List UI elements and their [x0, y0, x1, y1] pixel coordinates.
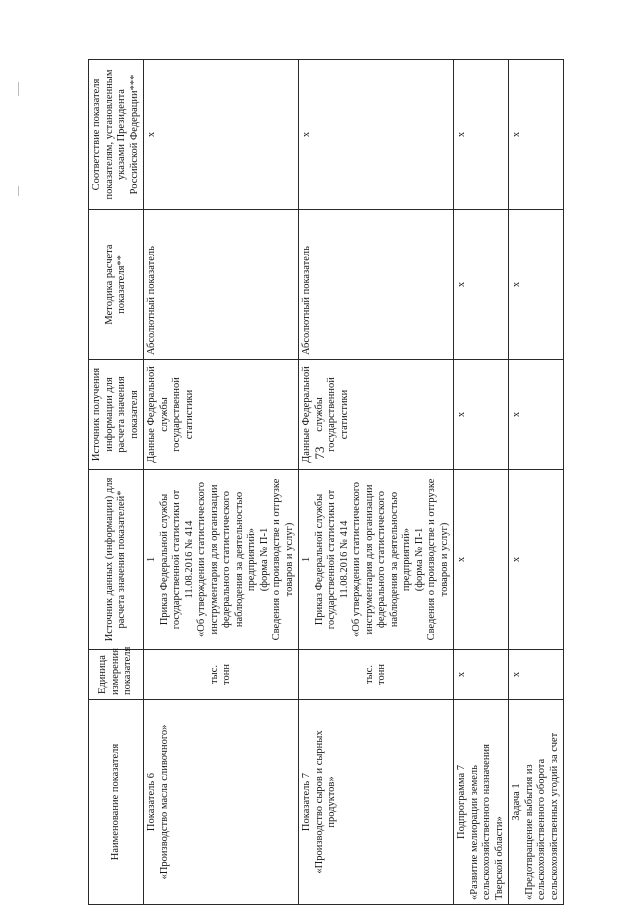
- rotated-table-wrapper: [88, 60, 598, 905]
- doc-line: 1: [301, 556, 312, 563]
- unit-cell: x: [509, 650, 564, 700]
- subprogram-name-cell: [454, 700, 509, 905]
- unit-cell: тыс. тонн: [144, 650, 299, 700]
- unit-cell: тыс. тонн: [299, 650, 454, 700]
- table-row: [299, 60, 454, 905]
- indicator-table: [88, 59, 564, 905]
- unit-cell: x: [454, 650, 509, 700]
- table-row: [509, 60, 564, 905]
- doc-line: Сведения о производстве и отгрузке товаров и услуг): [426, 478, 450, 641]
- info-source-cell: x: [509, 360, 564, 470]
- scan-mark: [18, 186, 19, 196]
- compliance-cell: x: [509, 60, 564, 210]
- compliance-cell: x: [299, 60, 454, 210]
- data-source-cell: [299, 470, 454, 650]
- indicator-name-cell: [299, 700, 454, 905]
- doc-line: (форма № П-1: [413, 527, 425, 592]
- doc-line: «Об утверждении статистического инструментария для организации федерального статистического наблюдения за деятельностью предприятий»: [196, 482, 257, 638]
- header-info-source: Источник получения информации для расчета значения показателя: [89, 360, 144, 470]
- doc-line: Сведения о производстве и отгрузке товаров и услуг): [271, 478, 295, 641]
- doc-line: (форма № П-1: [258, 527, 270, 592]
- compliance-cell: x: [454, 60, 509, 210]
- doc-line: Приказ Федеральной службы государственной статистики от 11.08.2016 № 414: [313, 489, 350, 630]
- doc-line: «Об утверждении статистического инструментария для организации федерального статистического наблюдения за деятельностью предприятий»: [351, 482, 412, 638]
- info-source-cell: Данные Федеральной службы государственной статистики: [299, 360, 454, 470]
- header-indicator-name: Наименование показателя: [89, 700, 144, 905]
- data-source-cell: [144, 470, 299, 650]
- header-unit: Единица измерения показателя: [89, 650, 144, 700]
- task-number: Задача 1: [511, 783, 522, 821]
- doc-line: 1: [146, 556, 157, 563]
- task-name-cell: [509, 700, 564, 905]
- method-cell: x: [454, 210, 509, 360]
- data-source-cell: x: [509, 470, 564, 650]
- header-method: Методика расчета показателя**: [89, 210, 144, 360]
- info-source-cell: x: [454, 360, 509, 470]
- compliance-cell: x: [144, 60, 299, 210]
- indicator-number: Показатель 6: [146, 772, 157, 832]
- page-number: 73: [312, 446, 327, 460]
- subprogram-number: Подпрограмма 7: [456, 765, 467, 839]
- table-row: [454, 60, 509, 905]
- indicator-name-cell: [144, 700, 299, 905]
- indicator-title: «Производство масла сливочного»: [158, 724, 170, 880]
- header-data-source: Источник данных (информации) для расчета значения показателей*: [89, 470, 144, 650]
- header-compliance: Соответствие показателя показателям, установленным указами Президента Российской Федерации***: [89, 60, 144, 210]
- subprogram-title: «Развитие мелиорации земель сельскохозяйственного назначения Тверской области»: [468, 744, 505, 900]
- task-title: «Предотвращение выбытия из сельскохозяйственного оборота сельскохозяйственных угодий за счет: [523, 732, 560, 900]
- info-source-cell: Данные Федеральной службы государственной статистики: [144, 360, 299, 470]
- method-cell: Абсолютный показатель: [299, 210, 454, 360]
- indicator-number: Показатель 7: [301, 772, 312, 832]
- method-cell: Абсолютный показатель: [144, 210, 299, 360]
- table-row: [144, 60, 299, 905]
- data-source-cell: x: [454, 470, 509, 650]
- document-table-area: [88, 60, 598, 905]
- table-header-row: [89, 60, 144, 905]
- indicator-title: «Производство сыров и сырных продуктов»: [313, 730, 337, 874]
- doc-line: Приказ Федеральной службы государственной статистики от 11.08.2016 № 414: [158, 489, 195, 630]
- method-cell: x: [509, 210, 564, 360]
- scan-mark: [18, 82, 19, 96]
